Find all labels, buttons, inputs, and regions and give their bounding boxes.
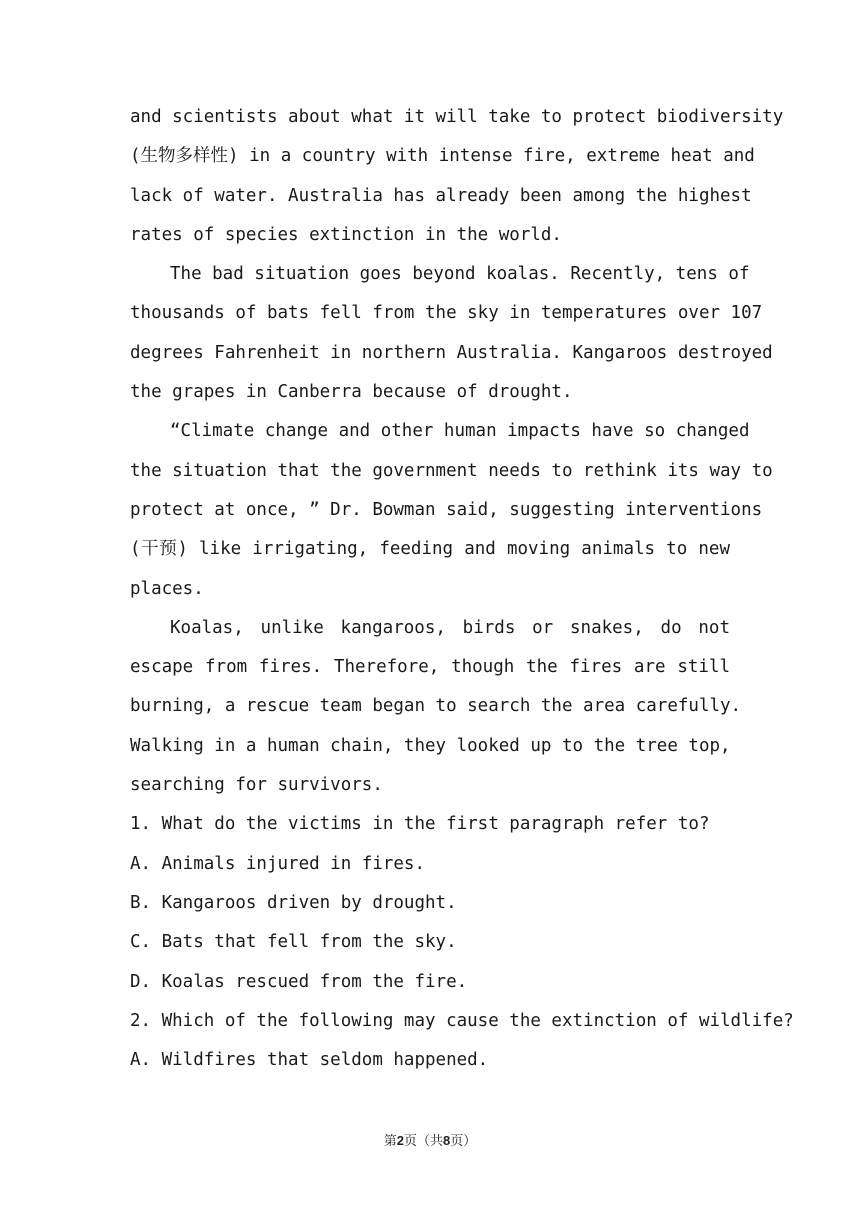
passage-body (130, 98, 794, 1080)
text-line: (生物多样性) in a country with intense fire, extreme heat and (130, 146, 755, 167)
text-line: burning, a rescue team began to search the area carefully. (130, 696, 742, 717)
paragraph (130, 412, 773, 608)
footer-page-total: 8 (443, 1133, 451, 1148)
footer-suffix: 页） (450, 1134, 477, 1149)
text-line: the situation that the government needs to rethink its way to (130, 460, 773, 481)
text-line: rates of species extinction in the world. (130, 224, 562, 245)
answer-option: A. Wildfires that seldom happened. (130, 1050, 489, 1071)
text-line: the grapes in Canberra because of drought. (130, 382, 573, 403)
footer-page-number: 2 (396, 1133, 404, 1148)
footer-prefix: 第 (383, 1134, 397, 1149)
text-line: escape from fires. Therefore, though the fires are still (130, 657, 730, 678)
footer-middle: 页（共 (403, 1134, 443, 1149)
text-line: searching for survivors. (130, 775, 383, 796)
answer-option: B. Kangaroos driven by drought. (130, 892, 457, 913)
text-line: thousands of bats fell from the sky in temperatures over 107 (130, 303, 763, 324)
text-line: The bad situation goes beyond koalas. Recently, tens of (170, 264, 750, 285)
text-line: Koalas, unlike kangaroos, birds or snakes, do not (170, 617, 730, 638)
text-line: degrees Fahrenheit in northern Australia. Kangaroos destroyed (130, 342, 773, 363)
text-line: (干预) like irrigating, feeding and moving animals to new (130, 539, 730, 560)
paragraph (130, 609, 742, 805)
text-line: places. (130, 578, 204, 599)
answer-option: A. Animals injured in fires. (130, 853, 426, 874)
text-line: Walking in a human chain, they looked up to the tree top, (130, 735, 731, 756)
paragraph (130, 255, 773, 412)
text-line: “Climate change and other human impacts have so changed (170, 421, 750, 442)
text-line: and scientists about what it will take to protect biodiversity (130, 107, 784, 127)
text-line: lack of water. Australia has already been among the highest (130, 185, 752, 206)
paragraph (130, 98, 784, 255)
answer-option: D. Koalas rescued from the fire. (130, 971, 468, 992)
page-footer (0, 1130, 860, 1149)
question (130, 1002, 794, 1081)
question-stem: 1. What do the victims in the first paragraph refer to? (130, 814, 710, 835)
text-line: protect at once, ” Dr. Bowman said, suggesting interventions (130, 499, 763, 520)
question (130, 805, 730, 1001)
answer-option: C. Bats that fell from the sky. (130, 932, 457, 953)
question-stem: 2. Which of the following may cause the extinction of wildlife? (130, 1010, 794, 1031)
